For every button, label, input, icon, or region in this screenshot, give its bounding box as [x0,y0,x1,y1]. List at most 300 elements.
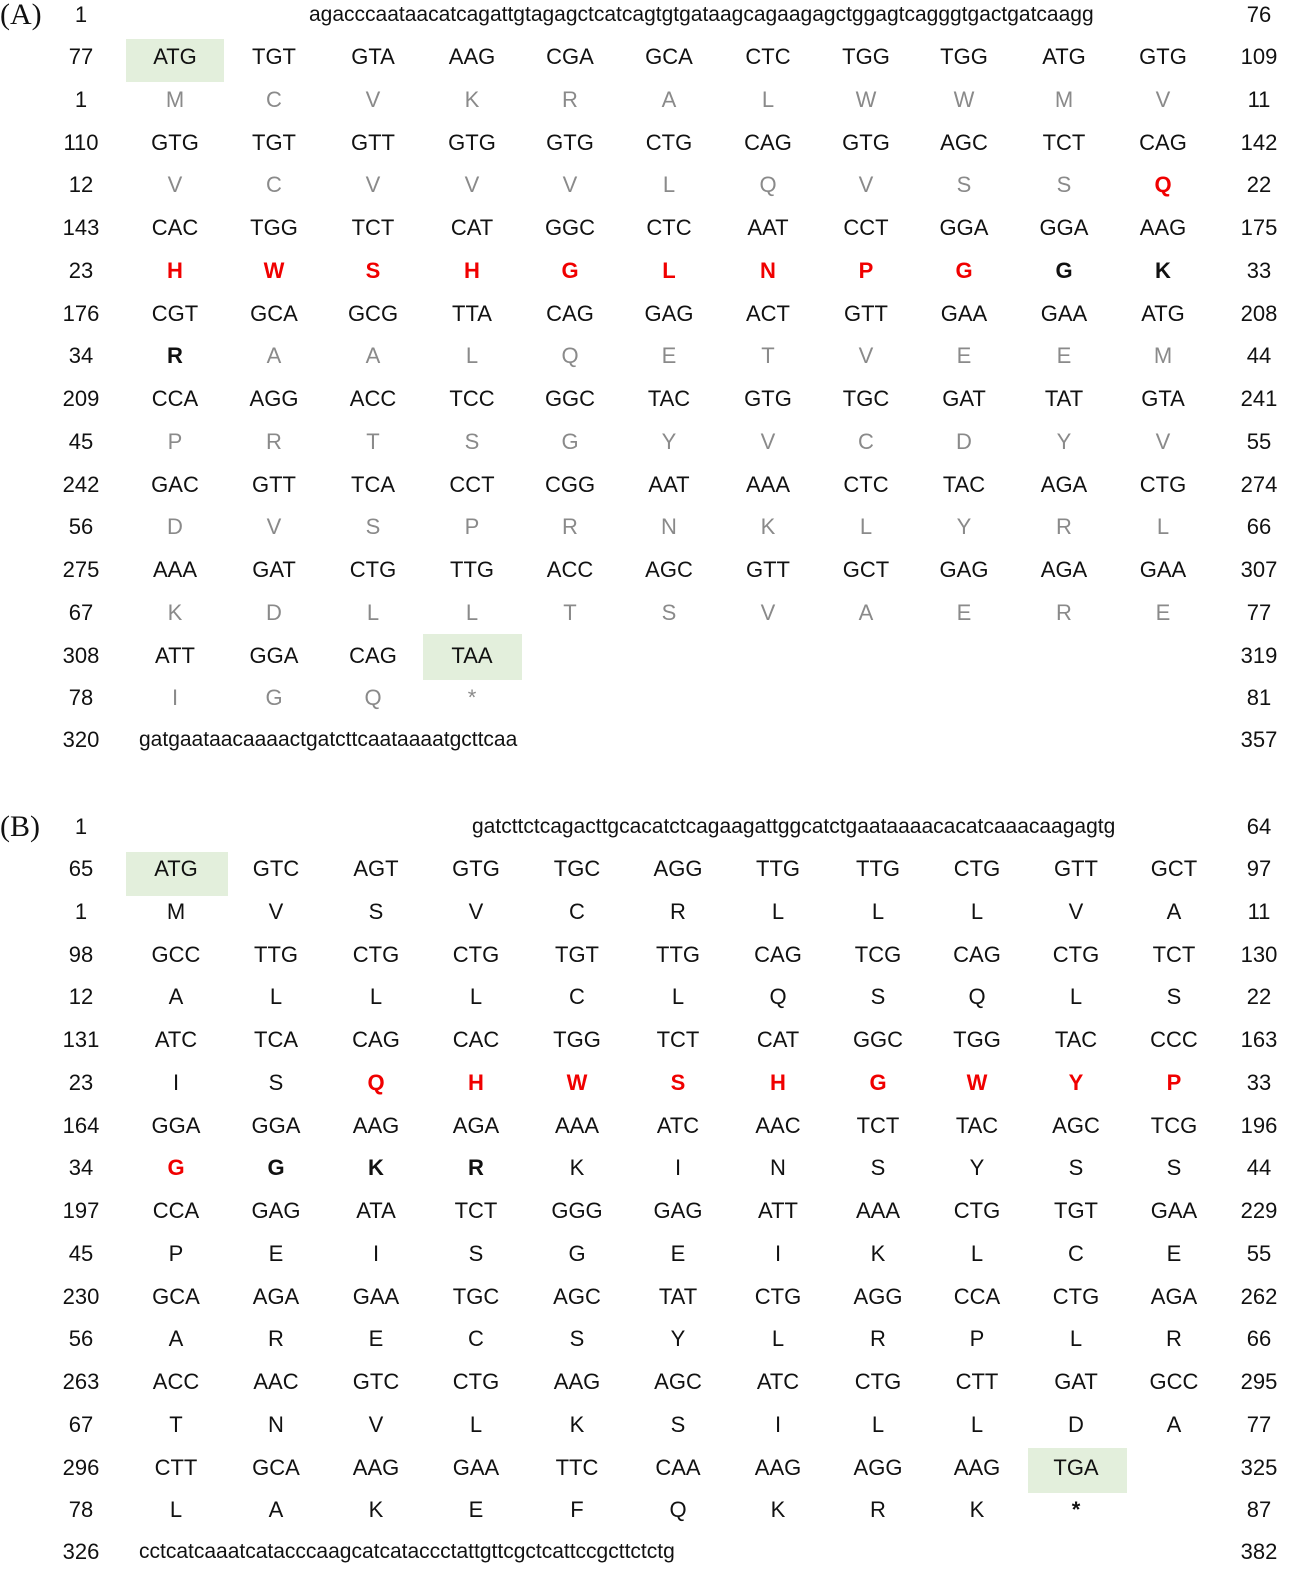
codon: CAG [953,941,1001,967]
codon: CAG [1139,129,1187,155]
amino-acid: A [858,599,874,625]
amino-acid: V [760,428,776,454]
amino-acid: H [468,1069,484,1095]
utr3-end: 382 [1240,1539,1278,1564]
amino-acid: P [464,514,480,539]
aa-start-number: 67 [68,1411,94,1437]
amino-acid: A [168,1326,184,1351]
aa-end-number: 55 [1246,428,1272,454]
codon: TTG [450,557,494,582]
codon: AGC [1052,1112,1100,1138]
amino-acid: L [369,984,383,1009]
amino-acid: L [771,1326,785,1351]
amino-acid-row [0,256,1299,286]
codon: TCT [454,1198,498,1223]
codon: AGT [353,856,399,881]
codon: CGG [544,471,596,497]
codon: GGA [1039,215,1089,240]
aa-end-number: 44 [1246,343,1272,368]
codon: ACC [546,557,594,582]
codon: ACC [152,1369,200,1394]
amino-acid: G [1055,257,1073,283]
amino-acid: A [661,86,677,112]
codon: GCA [645,44,693,69]
aa-end-number: 11 [1247,898,1271,924]
aa-start-number: 56 [68,1326,94,1351]
aa-end-number: 87 [1246,1497,1272,1522]
codon: CTG [953,1198,1001,1223]
aa-end-number: 77 [1246,1411,1272,1437]
codon: CTC [745,44,791,69]
amino-acid: E [1155,599,1171,625]
codon: CAG [744,129,792,155]
amino-acid: Y [670,1326,686,1351]
amino-acid: Y [956,514,972,539]
codon: AGG [653,856,703,881]
amino-acid: L [1069,1326,1083,1351]
amino-acid: K [569,1155,585,1180]
codon: GGA [151,1112,201,1138]
amino-acid: T [563,599,577,625]
codon: GAT [1054,1369,1098,1394]
codon: TCG [1150,1112,1198,1138]
aa-end-number: 66 [1246,514,1272,539]
amino-acid: V [562,172,578,197]
aa-start-number: 45 [68,1240,94,1266]
amino-acid: H [770,1069,786,1095]
nt-start-number: 98 [68,941,94,967]
codon: AGA [1040,471,1088,497]
amino-acid: S [670,1411,686,1437]
amino-acid: W [953,86,975,112]
utr3-row [0,725,1299,755]
codon: ACC [349,386,397,411]
amino-acid: E [956,599,972,625]
codon: TTA [452,300,492,326]
amino-acid: L [970,898,984,924]
codon: TGG [953,1027,1001,1052]
nt-start-number: 164 [62,1112,100,1138]
amino-acid: R [1056,514,1072,539]
amino-acid: * [467,685,477,710]
codon: TCT [351,215,395,240]
nt-end-number: 163 [1240,1027,1278,1052]
codon-row [0,42,1299,72]
codon: GGA [251,1112,301,1138]
amino-acid: L [662,172,676,197]
codon: GTA [351,44,395,69]
codon: CTG [645,129,693,155]
amino-acid: F [570,1497,584,1522]
codon: AAG [553,1369,601,1394]
aa-end-number: 66 [1246,1326,1272,1351]
amino-acid: V [266,514,282,539]
codon: TAC [955,1112,999,1138]
codon-row [0,1111,1299,1141]
amino-acid: R [468,1155,484,1180]
codon: CGT [151,300,199,326]
codon: GAC [151,471,199,497]
codon: GTG [448,129,496,155]
amino-acid: W [855,86,877,112]
codon: TAC [942,471,986,497]
nt-end-number: 175 [1240,215,1278,240]
amino-acid: S [1068,1155,1084,1180]
amino-acid-row [0,1239,1299,1269]
codon: AAG [754,1454,802,1480]
codon: GTT [1054,856,1098,881]
codon: AAC [755,1112,801,1138]
codon: TCG [854,941,902,967]
amino-acid-row [0,170,1299,200]
codon: TTG [856,856,900,881]
nt-start-number: 197 [62,1198,100,1223]
codon: GAG [644,300,694,326]
codon: TAC [647,386,691,411]
codon: CTG [1052,1283,1100,1309]
codon: GGC [544,215,596,240]
codon: AAA [855,1198,901,1223]
codon: GTG [842,129,890,155]
amino-acid: V [858,172,874,197]
amino-acid: P [969,1326,985,1351]
codon: TGG [553,1027,601,1052]
codon: ATT [758,1198,798,1223]
amino-acid: Y [969,1155,985,1180]
amino-acid: Q [669,1497,687,1522]
amino-acid: L [871,1411,885,1437]
amino-acid: P [167,428,183,454]
amino-acid: L [1069,984,1083,1009]
codon: TCT [656,1027,700,1052]
codon: GTG [151,129,199,155]
amino-acid: E [1166,1240,1182,1266]
codon-row [0,854,1299,884]
amino-acid: D [1068,1411,1084,1437]
codon: GGC [544,386,596,411]
codon: GCT [842,557,890,582]
amino-acid: S [365,257,381,283]
nt-start-number: 275 [62,557,100,582]
codon: CAG [352,1027,400,1052]
amino-acid: E [956,343,972,368]
amino-acid: R [266,428,282,454]
amino-acid-row [0,512,1299,542]
aa-end-number: 33 [1246,257,1272,283]
amino-acid: V [365,86,381,112]
amino-acid: L [970,1240,984,1266]
amino-acid: M [1054,86,1074,112]
codon: TAC [1054,1027,1098,1052]
amino-acid: I [172,1069,180,1095]
codon: GCA [250,300,298,326]
codon: GAG [653,1198,703,1223]
codon: TCC [449,386,495,411]
codon: GCA [252,1454,300,1480]
codon-row [0,128,1299,158]
amino-acid: W [566,1069,588,1095]
amino-acid: L [970,1411,984,1437]
codon-row [0,470,1299,500]
utr5-sequence: gatcttctcagacttgcacatctcagaagattggcatctgaataaaacacatcaaacaagagtg [472,815,1116,838]
nt-end-number: 325 [1240,1454,1278,1480]
codon: CCA [953,1283,1001,1309]
amino-acid-row [0,1068,1299,1098]
codon: AAG [953,1454,1001,1480]
amino-acid: S [956,172,972,197]
amino-acid-row [0,1495,1299,1525]
aa-start-number: 67 [68,599,94,625]
amino-acid: V [1155,86,1171,112]
codon: TGT [252,129,296,155]
aa-start-number: 12 [68,984,94,1009]
amino-acid: C [266,86,282,112]
nt-end-number: 241 [1240,386,1278,411]
amino-acid: G [267,1155,285,1180]
amino-acid: K [760,514,776,539]
amino-acid: K [569,1411,585,1437]
nt-end-number: 262 [1240,1283,1278,1309]
utr5-row [0,812,1299,842]
codon: AGA [252,1283,300,1309]
codon: TGG [842,44,890,69]
amino-acid: W [263,257,285,283]
amino-acid: L [671,984,685,1009]
amino-acid: V [268,898,284,924]
amino-acid: S [365,514,381,539]
amino-acid: K [368,1497,384,1522]
codon: AAT [648,471,690,497]
nt-end-number: 208 [1240,300,1278,326]
amino-acid: E [661,343,677,368]
amino-acid: I [171,685,179,710]
panel-label: (B) [0,810,40,843]
amino-acid-row [0,85,1299,115]
codon: GTA [1141,386,1185,411]
nt-start-number: 176 [62,300,100,326]
codon-row [0,1196,1299,1226]
codon: GTC [252,856,300,881]
amino-acid: A [365,343,381,368]
amino-acid-row [0,897,1299,927]
amino-acid: D [167,514,183,539]
amino-acid: R [167,343,183,368]
utr5-start: 1 [74,2,88,27]
amino-acid: E [368,1326,384,1351]
codon: GGA [939,215,989,240]
utr3-sequence: cctcatcaaatcatacccaagcatcataccctattgttcgctcattccgcttctctg [139,1540,675,1563]
codon-row [0,384,1299,414]
amino-acid: G [869,1069,887,1095]
codon-row [0,1282,1299,1312]
amino-acid: L [169,1497,183,1522]
codon: CCA [151,386,199,411]
amino-acid: E [468,1497,484,1522]
utr3-row [0,1537,1299,1567]
codon: AAG [448,44,496,69]
aa-start-number: 1 [74,898,88,924]
amino-acid: A [268,1497,284,1522]
codon: ACT [746,300,790,326]
amino-acid: S [1166,1155,1182,1180]
nt-start-number: 263 [62,1369,100,1394]
codon-row [0,940,1299,970]
amino-acid: L [771,898,785,924]
codon: AGG [249,386,299,411]
amino-acid: G [955,257,973,283]
amino-acid: R [870,1497,886,1522]
codon: AAC [253,1369,299,1394]
codon: TCT [1042,129,1086,155]
amino-acid: N [661,514,677,539]
codon: GTG [1139,44,1187,69]
codon: CCT [843,215,889,240]
codon: TGT [1054,1198,1098,1223]
amino-acid: C [468,1326,484,1351]
codon: ATC [756,1369,800,1394]
codon: GTG [744,386,792,411]
aa-start-number: 23 [68,1069,94,1095]
nt-end-number: 295 [1240,1369,1278,1394]
nt-start-number: 65 [68,856,94,881]
amino-acid: Y [1056,428,1072,454]
utr3-end: 357 [1240,727,1278,752]
nt-end-number: 142 [1240,129,1278,155]
codon: GGG [551,1198,603,1223]
amino-acid: N [770,1155,786,1180]
codon: TAA [451,642,493,668]
amino-acid: L [469,984,483,1009]
aa-start-number: 23 [68,257,94,283]
codon: ATC [154,1027,198,1052]
nt-start-number: 110 [63,129,99,155]
amino-acid: M [165,86,185,112]
amino-acid: K [1155,257,1171,283]
codon: GCG [347,300,399,326]
nt-start-number: 242 [62,471,100,497]
codon: GCA [152,1283,200,1309]
codon: TCA [254,1027,298,1052]
codon: GAG [251,1198,301,1223]
amino-acid-row [0,1410,1299,1440]
amino-acid: G [561,428,579,454]
amino-acid: S [870,984,886,1009]
utr5-row [0,0,1299,30]
aa-start-number: 78 [68,685,94,710]
amino-acid: G [568,1240,586,1266]
codon: GAA [940,300,988,326]
amino-acid-row [0,598,1299,628]
codon: AGA [452,1112,500,1138]
amino-acid: V [368,1411,384,1437]
amino-acid: T [366,428,380,454]
amino-acid: S [368,898,384,924]
codon: CAC [452,1027,500,1052]
amino-acid: K [969,1497,985,1522]
amino-acid: V [464,172,480,197]
codon: CTG [1139,471,1187,497]
codon: TGT [252,44,296,69]
amino-acid: S [464,428,480,454]
nt-start-number: 131 [62,1027,100,1052]
amino-acid: I [674,1155,682,1180]
amino-acid: S [468,1240,484,1266]
codon: ATC [656,1112,700,1138]
amino-acid: R [562,514,578,539]
codon: CTC [843,471,889,497]
codon: TGC [553,856,601,881]
amino-acid: A [266,343,282,368]
codon: AGC [645,557,693,582]
codon: CTG [754,1283,802,1309]
codon: CTG [854,1369,902,1394]
amino-acid: C [569,898,585,924]
amino-acid: H [464,257,480,283]
codon: AGA [1040,557,1088,582]
codon: TGC [842,386,890,411]
codon: CTG [1052,941,1100,967]
nt-start-number: 296 [62,1454,100,1480]
codon: CTG [452,941,500,967]
amino-acid: E [1056,343,1072,368]
codon: TAT [658,1283,698,1309]
codon: GAA [1139,557,1187,582]
codon: TTC [555,1454,599,1480]
amino-acid: C [1068,1240,1084,1266]
amino-acid: M [1153,343,1173,368]
codon: CAA [655,1454,701,1480]
amino-acid-row [0,1324,1299,1354]
amino-acid: A [168,984,184,1009]
codon: CTG [452,1369,500,1394]
amino-acid: R [1056,599,1072,625]
utr5-end: 76 [1246,2,1272,27]
codon: ATT [155,642,195,668]
codon: AGG [853,1454,903,1480]
amino-acid: L [871,898,885,924]
codon: AAA [152,557,198,582]
codon: GAA [1150,1198,1198,1223]
amino-acid: S [670,1069,686,1095]
codon: TAT [1044,386,1084,411]
amino-acid-row [0,683,1299,713]
amino-acid-row [0,1153,1299,1183]
codon: GTT [746,557,790,582]
nt-end-number: 196 [1240,1112,1278,1138]
amino-acid: C [858,428,874,454]
amino-acid: V [365,172,381,197]
amino-acid: S [661,599,677,625]
codon: GAG [939,557,989,582]
nt-start-number: 143 [62,215,100,240]
amino-acid: L [366,599,380,625]
amino-acid: S [1166,984,1182,1009]
amino-acid: V [167,172,183,197]
amino-acid: S [870,1155,886,1180]
amino-acid: R [670,898,686,924]
amino-acid: H [167,257,183,283]
amino-acid: L [465,343,479,368]
aa-end-number: 44 [1246,1155,1272,1180]
amino-acid: P [1166,1069,1182,1095]
codon-row [0,1025,1299,1055]
utr3-start: 326 [62,1539,100,1564]
codon: GCC [151,941,201,967]
aa-end-number: 33 [1246,1069,1272,1095]
codon: TGG [940,44,988,69]
codon: GAA [352,1283,400,1309]
amino-acid: I [372,1240,380,1266]
